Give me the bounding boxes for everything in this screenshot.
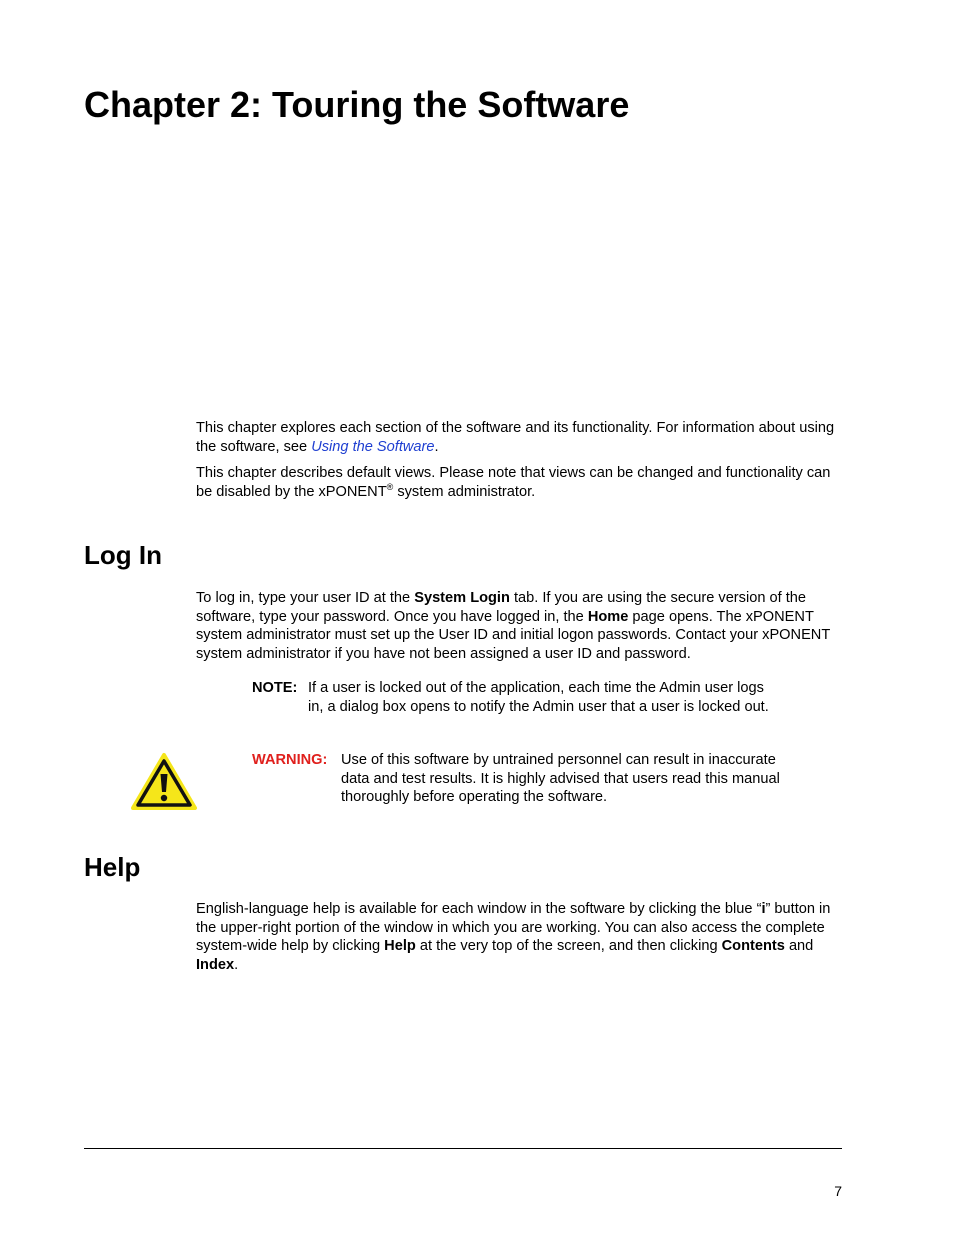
footer-divider xyxy=(84,1148,842,1149)
help-text: at the very top of the screen, and then clicking xyxy=(415,938,722,955)
help-bold-term: Help xyxy=(384,938,416,955)
help-text: ” button in the upper-right portion of the window in which you are working. You can also access the complete system-wide help by clicking xyxy=(196,901,831,955)
section-heading-help: Help xyxy=(84,852,141,882)
intro-text: This chapter explores each section of the software and its functionality. For information about using the software, see xyxy=(196,420,835,455)
warning-label: WARNING: xyxy=(252,752,328,768)
intro-text: . xyxy=(434,438,439,455)
chapter-title: Chapter 2: Touring the Software xyxy=(84,84,630,125)
intro-text: This chapter describes default views. Please note that views can be changed and functionality can be disabled by the xPONENT xyxy=(196,465,831,500)
warning-triangle-icon xyxy=(130,752,198,812)
help-text: and xyxy=(784,938,814,955)
intro-text: system administrator. xyxy=(393,483,536,500)
help-bold-term: Contents xyxy=(721,938,785,955)
help-bold-term: Index xyxy=(196,956,235,973)
section-heading-log-in: Log In xyxy=(84,540,162,570)
intro-paragraph-2 xyxy=(196,464,844,501)
login-text: tab. If you are using the secure version of the software, type your password. Once you have logged in, the xyxy=(196,590,807,625)
login-paragraph xyxy=(196,589,844,663)
login-bold-term: Home xyxy=(587,608,629,625)
intro-paragraph-1 xyxy=(196,419,844,456)
login-text: page opens. The xPONENT system administrator must set up the User ID and initial logon passwords. Contact your xPONENT system administrator if you have not been assigned a user ID and password. xyxy=(196,608,831,662)
note-label: NOTE: xyxy=(252,680,298,696)
warning-text: Use of this software by untrained personnel can result in inaccurate data and test results. It is highly advised that users read this manual thoroughly before operating the software. xyxy=(341,752,780,806)
registered-mark: ® xyxy=(386,481,394,492)
help-text: . xyxy=(234,956,239,973)
note-text: If a user is locked out of the application, each time the Admin user logs in, a dialog box opens to notify the Admin user that a user is locked out. xyxy=(308,680,769,715)
help-bold-term: i xyxy=(761,901,766,917)
login-text: To log in, type your user ID at the xyxy=(196,590,415,606)
page-number: 7 xyxy=(834,1183,842,1199)
login-bold-term: System Login xyxy=(414,590,510,606)
using-the-software-link[interactable]: Using the Software xyxy=(311,438,435,455)
help-text: English-language help is available for each window in the software by clicking the blue “ xyxy=(196,901,762,917)
help-paragraph xyxy=(196,900,844,974)
